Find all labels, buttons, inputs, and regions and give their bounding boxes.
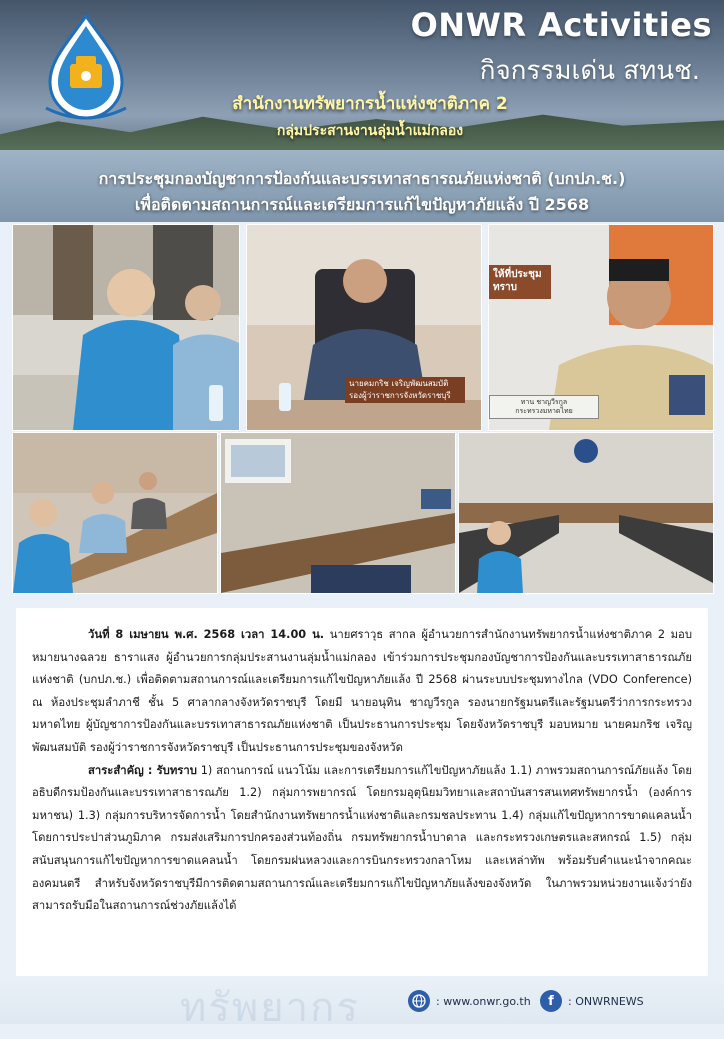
title-th: กิจกรรมเด่น สทนช.	[479, 56, 700, 86]
photo-participants-image	[13, 225, 239, 430]
header-banner	[0, 0, 724, 222]
website-url[interactable]: : www.onwr.go.th	[436, 994, 531, 1008]
facebook-handle[interactable]: : ONWRNEWS	[568, 994, 644, 1008]
website-link[interactable]	[408, 990, 531, 1012]
article-paragraph-1	[32, 624, 692, 760]
article-body	[16, 608, 708, 976]
office-name: สำนักงานทรัพยากรน้ำแห่งชาติภาค 2	[232, 94, 508, 114]
photo-meeting-hall	[458, 432, 714, 594]
minister-name: ทาน ชาญวีรกูล	[520, 398, 568, 406]
group-name: กลุ่มประสานงานลุ่มน้ำแม่กลอง	[276, 123, 464, 139]
photo-provincial-chair	[246, 224, 482, 431]
photo-table-image	[13, 433, 217, 593]
onwr-logo-icon	[38, 12, 134, 122]
article-date-lead: วันที่ 8 เมษายน พ.ศ. 2568 เวลา 14.00 น.	[88, 628, 325, 641]
article-summary-lead: สาระสำคัญ : รับทราบ	[88, 763, 197, 777]
globe-icon	[408, 990, 430, 1012]
article-paragraph-1-text: นายศราวุธ สากล ผู้อำนวยการสำนักงานทรัพยากรน้ำแห่งชาติภาค 2 มอบหมายนางฉลวย ธาราแสง ผู้อำนวยการกลุ่มประสานงานลุ่มน้ำแม่กลอง เข้าร่วมการประชุมกองบัญชาการป้องกันและบรรเทาสาธารณภัยแห่งชาติ (บกปภ.ช.) เพื่อติดตามสถานการณ์และเตรียมการแก้ไขปัญหาภัยแล้ง ปี 2568 ผ่านระบบประชุมทางไกล (VDO Conference) ณ ห้องประชุมลำภาชี ชั้น 5 ศาลากลางจังหวัดราชบุรี โดยมี นายอนุทิน ชาญวีรกูล รองนายกรัฐมนตรีและรัฐมนตรีว่าการกระทรวงมหาดไทย ผู้บัญชาการป้องกันและบรรเทาสาธารณภัยแห่งชาติ เป็นประธานการประชุม โดยจังหวัดราชบุรี มอบหมาย นายคมกริช เจริญพัฒนสมบัติ รองผู้ว่าราชการจังหวัดราชบุรี เป็นประธานการประชุมของจังหวัด	[32, 628, 692, 754]
chair-nameplate: นายคมกริช เจริญพัฒนสมบัติ รองผู้ว่าราชการจังหวัดราชบุรี	[345, 377, 465, 403]
article-paragraph-2-text: 1) สถานการณ์ แนวโน้ม และการเตรียมการแก้ไขปัญหาภัยแล้ง 1.1) ภาพรวมสถานการณ์ภัยแล้ง โดยอธิบดีกรมป้องกันและบรรเทาสาธารณภัย 1.2) กลุ่มการพยากรณ์ โดยกรมอุตุนิยมวิทยาและสถาบันสารสนเทศทรัพยากรน้ำ (องค์การมหาชน) 1.3) กลุ่มการบริหารจัดการน้ำ โดยสำนักงานทรัพยากรน้ำแห่งชาติและกรมชลประทาน 1.4) กลุ่มแก้ไขปัญหาการขาดแคลนน้ำ โดยการประปาส่วนภูมิภาค กรมส่งเสริมการปกครองส่วนท้องถิ่น กรมทรัพยากรน้ำบาดาล และกระทรวงเกษตรและสหกรณ์ 1.5) กลุ่มสนับสนุนการแก้ไขปัญหาการขาดแคลนน้ำ โดยกรมฝนหลวงและการบินกระทรวงกลาโหม และเหล่าทัพ พร้อมรับคำแนะนำจากคณะองคมนตรี สำหรับจังหวัดราชบุรีมีการติดตามสถานการณ์และเตรียมการแก้ไขปัญหาภัยแล้งของจังหวัด ในภาพรวมหน่วยงานแจ้งว่ายังสามารถรับมือในสถานการณ์ช่วงภัยแล้งได้	[32, 763, 693, 913]
footer-watermark: ทรัพยากร	[180, 985, 360, 1031]
photo-table-row	[12, 432, 218, 594]
facebook-link[interactable]	[540, 990, 644, 1012]
meeting-heading-line1: การประชุมกองบัญชาการป้องกันและบรรเทาสาธารณภัยแห่งชาติ (บกปภ.ช.)	[98, 169, 626, 188]
photo-minister-screen	[488, 224, 714, 431]
meeting-sign: ให้ที่ประชุมทราบ	[489, 265, 551, 299]
photo-conference-room	[220, 432, 456, 594]
minister-name-caption	[489, 395, 599, 419]
photo-hall-image	[459, 433, 713, 593]
facebook-icon: f	[540, 990, 562, 1012]
title-en: ONWR Activities	[410, 6, 712, 44]
minister-ministry: กระทรวงมหาดไทย	[515, 407, 573, 415]
meeting-heading-line2: เพื่อติดตามสถานการณ์และเตรียมการแก้ไขปัญหาภัยแล้ง ปี 2568	[134, 195, 590, 214]
photo-meeting-participants	[12, 224, 240, 431]
article-paragraph-2	[32, 760, 692, 918]
meeting-heading	[0, 166, 724, 218]
photo-room-image	[221, 433, 455, 593]
